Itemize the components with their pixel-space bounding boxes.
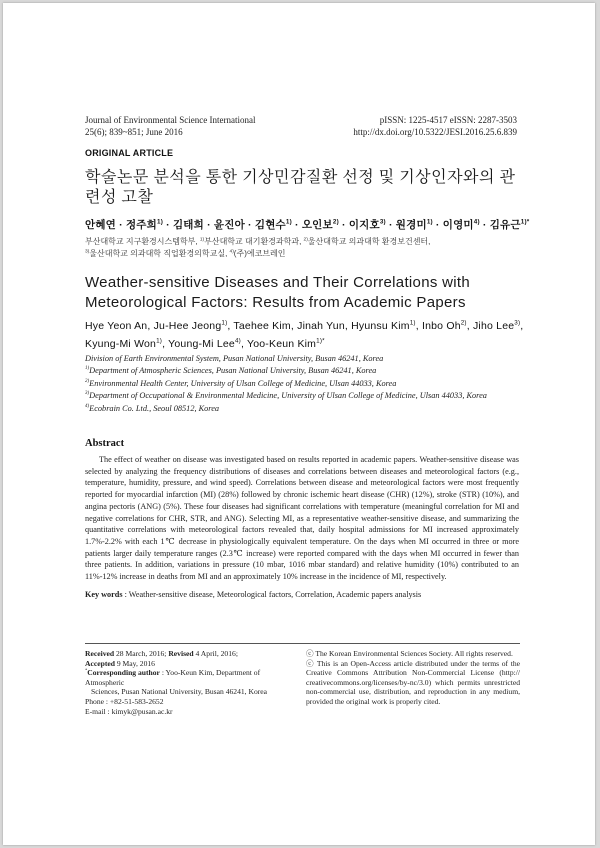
english-author-sup: 1) bbox=[156, 337, 163, 345]
korean-aff-sup-3: 3) bbox=[85, 249, 90, 255]
korean-aff-2: 울산대학교 의과대학 환경보건센터, bbox=[307, 237, 431, 246]
english-author-sup: 2) bbox=[460, 319, 467, 327]
korean-authors bbox=[85, 217, 529, 232]
english-affiliation-text: Division of Earth Environmental System, Pusan National University, Busan 46241, Korea bbox=[85, 354, 384, 363]
corresponding-mark: * bbox=[85, 667, 88, 673]
issn: pISSN: 1225-4517 eISSN: 2287-3503 bbox=[379, 115, 517, 125]
korean-author-name: 김유근 bbox=[489, 219, 521, 231]
english-affiliation-text: Ecobrain Co. Ltd., Seoul 08512, Korea bbox=[89, 403, 220, 413]
korean-author-separator: · bbox=[291, 219, 302, 231]
revised-date: 4 April, 2016; bbox=[193, 649, 238, 658]
korean-aff-0: 부산대학교 지구환경시스템학부, bbox=[85, 237, 200, 246]
english-affiliation bbox=[85, 378, 535, 390]
copyright-notice: ⓒ The Korean Environmental Sciences Society. All rights reserved. bbox=[306, 649, 513, 658]
footer-left bbox=[85, 649, 290, 716]
journal-issue: 25(6); 839~851; June 2016 bbox=[85, 127, 183, 137]
english-affiliations bbox=[85, 353, 535, 415]
english-author-name: Taehee Kim bbox=[233, 320, 291, 332]
english-affiliation-sup: 1) bbox=[85, 366, 90, 372]
english-author-separator: , bbox=[520, 320, 524, 332]
english-affiliation-text: Department of Occupational & Environmental Medicine, University of Ulsan College of Medicine, Ulsan 44033, Korea bbox=[89, 391, 487, 401]
abstract-heading: Abstract bbox=[85, 438, 125, 449]
english-author-sup: 4) bbox=[234, 337, 241, 345]
korean-author-name: 오인보 bbox=[301, 219, 333, 231]
journal-header-left bbox=[85, 114, 255, 138]
footer-divider bbox=[85, 643, 520, 644]
korean-affiliations bbox=[85, 236, 525, 260]
korean-aff-3: 울산대학교 의과대학 직업환경의학교실, bbox=[89, 249, 230, 258]
journal-header-right bbox=[353, 114, 517, 138]
english-author-name: Hye Yeon An bbox=[85, 320, 148, 332]
keywords-label: Key words bbox=[85, 590, 123, 599]
accepted-date: 9 May, 2016 bbox=[114, 658, 155, 668]
english-author-sup: 3) bbox=[514, 319, 521, 327]
accepted-label: Accepted bbox=[85, 658, 115, 668]
korean-author-sup: 2) bbox=[332, 218, 339, 226]
korean-author-name: 김현수 bbox=[254, 219, 286, 231]
english-author-separator: , bbox=[290, 320, 298, 332]
english-author-separator: , bbox=[466, 320, 473, 332]
english-authors bbox=[85, 317, 535, 353]
korean-author-separator: · bbox=[385, 219, 396, 231]
footer-right bbox=[306, 649, 520, 707]
abstract-body: The effect of weather on disease was investigated based on results reported in academic papers. Weather-sensitive disease was selected by analyzing the frequency distributions of diseases and correlations between diseases and meteorological factors (e.g., temperature, humidity, pressure, and wind speed). Correlations between disease and meteorological factors were most frequently reported for myocardial infarction (MI) (28%) followed by chronic ischemic heart disease (CHR) (12%), stroke (STR) (10%), and angina pectoris (ANG) (5%). These four diseases had significant correlations with temperature (meaningful correlation for MI and negative correlations for CHR, STR, and ANG). Selecting MI, as a representative weather-sensitive disease, and summarizing the quantitative correlations with meteorological factors revealed that, daily hospital admissions for MI increased approximately 1.7%-2.2% with each 1℃ decrease in physiologically equivalent temperature. On the days when MI occurred in three or more patients larger daily temperature ranges (2.3℃ increase) were reported compared with the days when MI occurred in fewer than three patients. In addition, variations in pressure (10 mbar, 1016 mbar standard) and relative humidity (10%) contributed to an 11%-12% increase in deaths from MI and an approximately 10% increase in the incidence of MI, respectively. bbox=[85, 455, 519, 582]
english-author-separator: , bbox=[240, 338, 247, 350]
korean-author-separator: · bbox=[163, 219, 173, 231]
korean-author-sup: 1) bbox=[285, 218, 292, 226]
korean-author-name: 이영미 bbox=[442, 219, 474, 231]
english-author-name: Jiho Lee bbox=[472, 320, 515, 332]
english-author-sup: 1)* bbox=[316, 337, 325, 345]
english-affiliation-text: Environmental Health Center, University of Ulsan College of Medicine, Ulsan 44033, Korea bbox=[89, 378, 397, 388]
korean-aff-4: (주)에코브레인 bbox=[233, 249, 286, 258]
revised-label: Revised bbox=[168, 649, 194, 658]
korean-author-separator: · bbox=[338, 219, 349, 231]
received-label: Received bbox=[85, 649, 115, 658]
korean-author-separator: · bbox=[432, 219, 443, 231]
english-affiliation bbox=[85, 403, 535, 415]
email[interactable]: E-mail : kimyk@pusan.ac.kr bbox=[85, 706, 173, 716]
journal-name: Journal of Environmental Science International bbox=[85, 115, 256, 125]
english-author-name: Ju-Hee Jeong bbox=[153, 320, 222, 332]
english-author-name: Young-Mi Lee bbox=[168, 338, 235, 350]
korean-aff-sup-2: 2) bbox=[303, 237, 308, 243]
korean-author-name: 윤진아 bbox=[213, 219, 245, 231]
korean-author-name: 원경미 bbox=[395, 219, 427, 231]
korean-author-sup: 3) bbox=[379, 218, 386, 226]
english-affiliation bbox=[85, 390, 535, 402]
english-affiliation bbox=[85, 353, 535, 365]
korean-aff-sup-4: 4) bbox=[229, 249, 234, 255]
korean-author-separator: · bbox=[479, 219, 490, 231]
corresponding-address: Sciences, Pusan National University, Busan 46241, Korea bbox=[91, 687, 268, 697]
english-affiliation-text: Department of Atmospheric Sciences, Pusan National University, Busan 46241, Korea bbox=[89, 366, 377, 376]
english-author-sup: 1) bbox=[409, 319, 416, 327]
paper-page bbox=[3, 3, 595, 845]
english-author-name: Inbo Oh bbox=[421, 320, 461, 332]
korean-aff-1: 부산대학교 대기환경과학과, bbox=[204, 237, 304, 246]
english-author-name: Hyunsu Kim bbox=[351, 320, 410, 332]
english-author-separator: , bbox=[415, 320, 422, 332]
english-author-name: Jinah Yun bbox=[297, 320, 345, 332]
doi-link[interactable]: http://dx.doi.org/10.5322/JESI.2016.25.6.839 bbox=[353, 127, 517, 137]
english-author-separator: , bbox=[162, 338, 169, 350]
korean-author-separator: · bbox=[116, 219, 126, 231]
english-author-separator: , bbox=[147, 320, 154, 332]
english-author-separator: , bbox=[227, 320, 234, 332]
english-affiliation bbox=[85, 365, 535, 377]
korean-aff-sup-1: 1) bbox=[199, 237, 205, 243]
korean-title: 학술논문 분석을 통한 기상민감질환 선정 및 기상인자와의 관련성 고찰 bbox=[85, 169, 516, 206]
english-affiliation-sup: 2) bbox=[85, 379, 90, 385]
korean-author-separator: · bbox=[244, 219, 255, 231]
english-author-name: Yoo-Keun Kim bbox=[246, 338, 317, 350]
english-affiliation-sup: 3) bbox=[85, 391, 90, 397]
english-author-separator: , bbox=[344, 320, 352, 332]
korean-author-separator: · bbox=[203, 219, 214, 231]
korean-author-name: 안혜연 bbox=[85, 219, 117, 231]
korean-author-sup: 4) bbox=[473, 218, 480, 226]
korean-author-name: 정주희 bbox=[125, 219, 157, 231]
korean-author-name: 김태희 bbox=[172, 219, 204, 231]
korean-author-name: 이지호 bbox=[348, 219, 380, 231]
english-affiliation-sup: 4) bbox=[85, 403, 90, 409]
corresponding-text: : Yoo-Keun Kim, Department of Atmospheric bbox=[85, 668, 261, 687]
english-author-name: Kyung-Mi Won bbox=[85, 338, 157, 350]
article-type: ORIGINAL ARTICLE bbox=[85, 148, 174, 158]
corresponding-label: Corresponding author bbox=[87, 668, 160, 678]
keywords-text: : Weather-sensitive disease, Meteorological factors, Correlation, Academic papers analysis bbox=[122, 590, 422, 599]
keywords bbox=[85, 589, 519, 600]
license-notice: ⓒ This is an Open-Access article distributed under the terms of the Creative Commons Attribution Non-Commercial License (http:// creativecommons.org/licenses/by-nc/3.0) which permits unrestricted non-commercial use, distribution, and reproduction in any medium, provided the original work is properly cited. bbox=[306, 658, 520, 706]
received-date: 28 March, 2016; bbox=[114, 649, 169, 658]
phone: Phone : +82-51-583-2652 bbox=[85, 696, 164, 706]
english-author-sup: 1) bbox=[221, 319, 228, 327]
english-title: Weather-sensitive Diseases and Their Correlations with Meteorological Factors: Results from Academic Papers bbox=[85, 274, 470, 311]
korean-author-sup: 1)* bbox=[520, 218, 530, 226]
korean-author-sup: 1) bbox=[426, 218, 433, 226]
korean-author-sup: 1) bbox=[157, 218, 163, 226]
